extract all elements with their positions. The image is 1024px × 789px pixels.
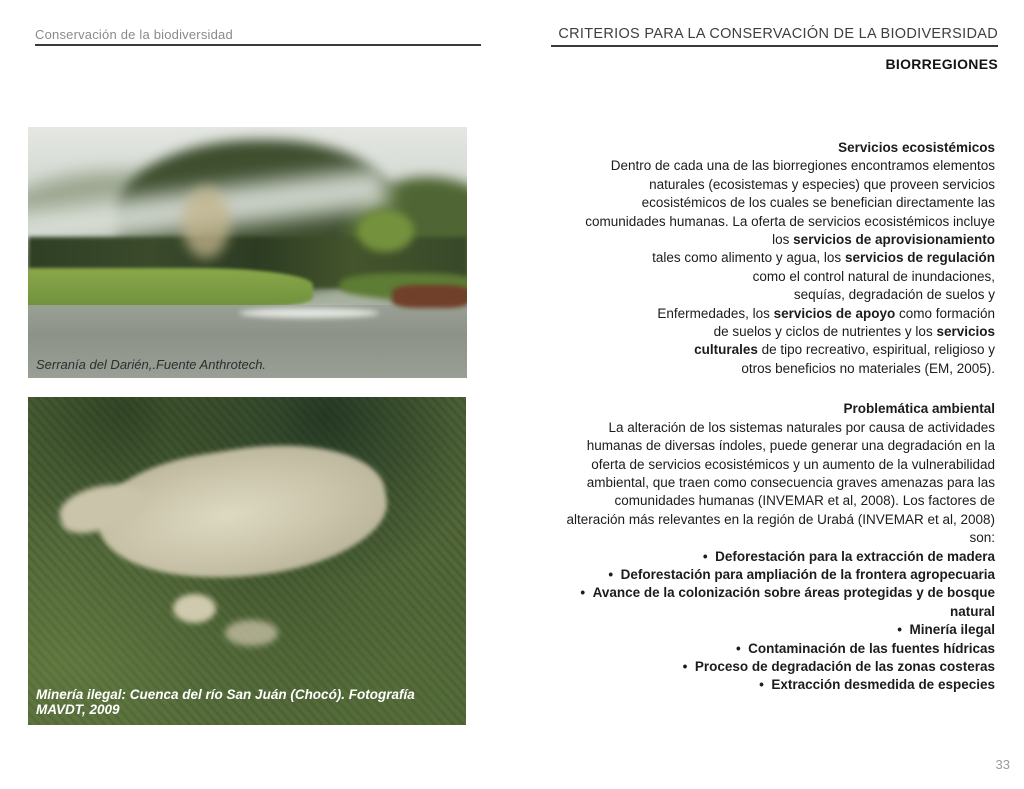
text-segment: como el control natural de inundaciones, <box>752 268 995 284</box>
text-section <box>535 139 995 378</box>
left-running-header: Conservación de la biodiversidad <box>35 27 233 42</box>
text-line <box>535 419 995 437</box>
text-line <box>535 231 995 249</box>
text-segment: tales como alimento y agua, los <box>652 250 845 266</box>
text-segment: humanas de diversas índoles, puede generar una degradación en la <box>586 438 995 454</box>
bullet-item: • Avance de la colonización sobre áreas protegidas y de bosque natural <box>580 585 995 619</box>
text-line <box>535 194 995 212</box>
bullet-item: • Minería ilegal <box>897 622 995 638</box>
text-segment: de tipo recreativo, espiritual, religioso y <box>757 342 995 358</box>
text-segment: comunidades humanas. La oferta de servicios ecosistémicos incluye <box>585 213 995 229</box>
bullet-item: • Proceso de degradación de las zonas costeras <box>682 658 995 674</box>
text-line <box>535 323 995 341</box>
text-line <box>535 474 995 492</box>
bullet-item: • Deforestación para la extracción de madera <box>702 548 995 564</box>
bullet-item: • Deforestación para ampliación de la frontera agropecuaria <box>608 566 995 582</box>
text-line <box>535 249 995 267</box>
section-heading: Servicios ecosistémicos <box>838 140 995 155</box>
text-segment: servicios <box>936 324 995 340</box>
bullet-item: • Extracción desmedida de especies <box>759 677 995 693</box>
text-line <box>535 213 995 231</box>
text-line <box>535 268 995 286</box>
text-segment: sequías, degradación de suelos y <box>793 287 995 303</box>
left-header-rule <box>35 44 481 46</box>
bullet-item: • Contaminación de las fuentes hídricas <box>735 640 995 656</box>
text-column <box>535 139 995 695</box>
right-running-header: CRITERIOS PARA LA CONSERVACIÓN DE LA BIODIVERSIDAD <box>558 26 998 42</box>
text-segment: servicios de apoyo <box>773 305 896 321</box>
page-number: 33 <box>995 757 1010 772</box>
text-line <box>535 157 995 175</box>
text-line <box>535 360 995 378</box>
text-segment: oferta de servicios ecosistémicos y un aumento de la vulnerabilidad <box>591 456 995 472</box>
text-line <box>535 176 995 194</box>
photo-mineria-ilegal <box>28 397 466 725</box>
photo-art-riverbank <box>392 285 467 308</box>
text-segment: culturales <box>694 342 758 358</box>
text-line <box>535 305 995 323</box>
text-segment: alteración más relevantes en la región de Urabá (INVEMAR et al, 2008) <box>566 511 995 527</box>
photo-caption: Minería ilegal: Cuenca del río San Juán (Chocó). Fotografía MAVDT, 2009 <box>36 687 415 717</box>
section-subheader: BIORREGIONES <box>885 56 998 72</box>
text-segment: Enfermedades, los <box>657 305 774 321</box>
text-segment: son: <box>969 530 995 546</box>
text-line <box>535 511 995 529</box>
text-line <box>535 437 995 455</box>
photo-art-clearing-spot <box>173 594 217 624</box>
text-segment: como formación <box>895 305 995 321</box>
text-segment: ambiental, que traen como consecuencia graves amenazas para las <box>586 474 995 490</box>
text-line <box>535 492 995 510</box>
photo-art-clearing-spot <box>225 620 278 646</box>
text-segment: los <box>772 232 794 248</box>
section-heading: Problemática ambiental <box>843 401 995 417</box>
text-segment: de suelos y ciclos de nutrientes y los <box>713 324 937 340</box>
text-segment: otros beneficios no materiales (EM, 2005). <box>741 360 995 376</box>
text-segment: naturales (ecosistemas y especies) que proveen servicios <box>649 176 995 192</box>
text-line <box>535 456 995 474</box>
text-segment: Dentro de cada una de las biorregiones encontramos elementos <box>610 158 995 174</box>
text-line <box>535 286 995 304</box>
photo-art-grass <box>28 268 313 311</box>
photo-caption: Serranía del Darién,.Fuente Anthrotech. <box>36 357 267 372</box>
right-header-rule <box>551 45 998 47</box>
text-segment: comunidades humanas (INVEMAR et al, 2008). Los factores de <box>614 493 995 509</box>
photo-serrania-darien <box>28 127 467 378</box>
text-line <box>535 529 995 547</box>
text-line <box>535 341 995 359</box>
photo-art-water-streak <box>239 308 379 318</box>
photo-art-bleached-tree <box>182 187 230 257</box>
text-segment: servicios de aprovisionamiento <box>793 232 995 248</box>
text-section <box>535 400 995 695</box>
text-segment: La alteración de los sistemas naturales por causa de actividades <box>608 419 995 435</box>
text-segment: ecosistémicos de los cuales se benefician directamente las <box>641 195 995 211</box>
text-segment: servicios de regulación <box>844 250 995 266</box>
